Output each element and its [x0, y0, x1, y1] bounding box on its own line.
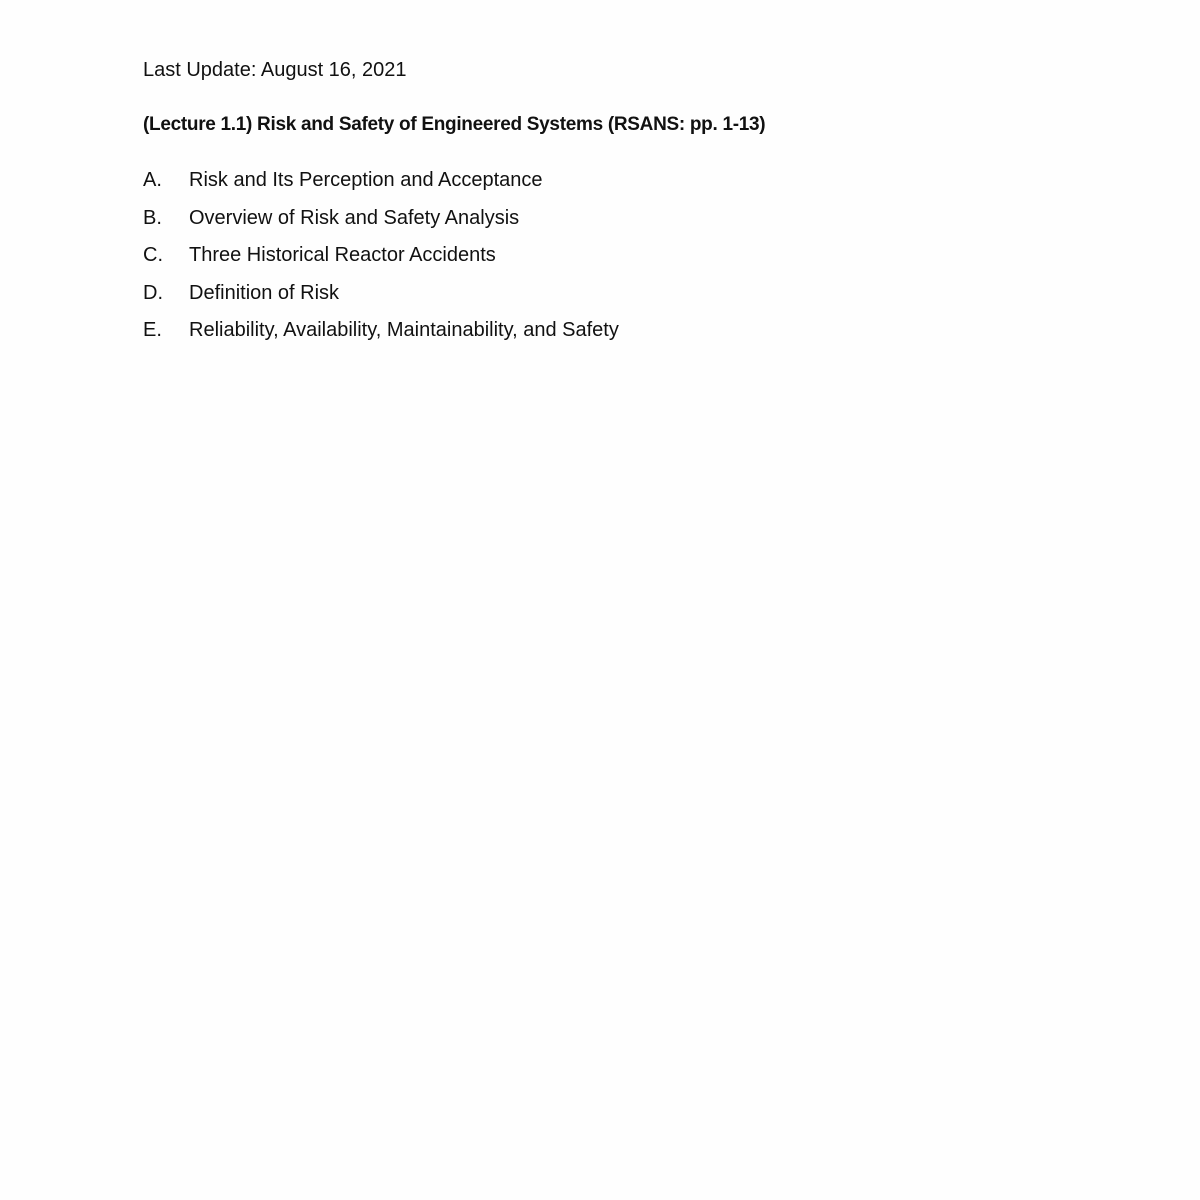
- outline-item-letter: D.: [143, 281, 163, 304]
- last-update-line: Last Update: August 16, 2021: [143, 59, 407, 81]
- outline-item-text: Definition of Risk: [189, 281, 340, 304]
- outline-item-text: Overview of Risk and Safety Analysis: [189, 206, 520, 229]
- outline-item-text: Risk and Its Perception and Acceptance: [189, 169, 543, 191]
- outline-item-text: Three Historical Reactor Accidents: [189, 244, 496, 266]
- outline-item-text: Reliability, Availability, Maintainability, and Safety: [189, 319, 619, 341]
- lecture-title: (Lecture 1.1) Risk and Safety of Engineered Systems (RSANS: pp. 1-13): [143, 114, 766, 135]
- outline-item-letter: E.: [143, 319, 162, 341]
- outline-item-letter: C.: [143, 244, 163, 266]
- outline-item-letter: A.: [143, 169, 162, 191]
- outline-item-letter: B.: [143, 206, 162, 229]
